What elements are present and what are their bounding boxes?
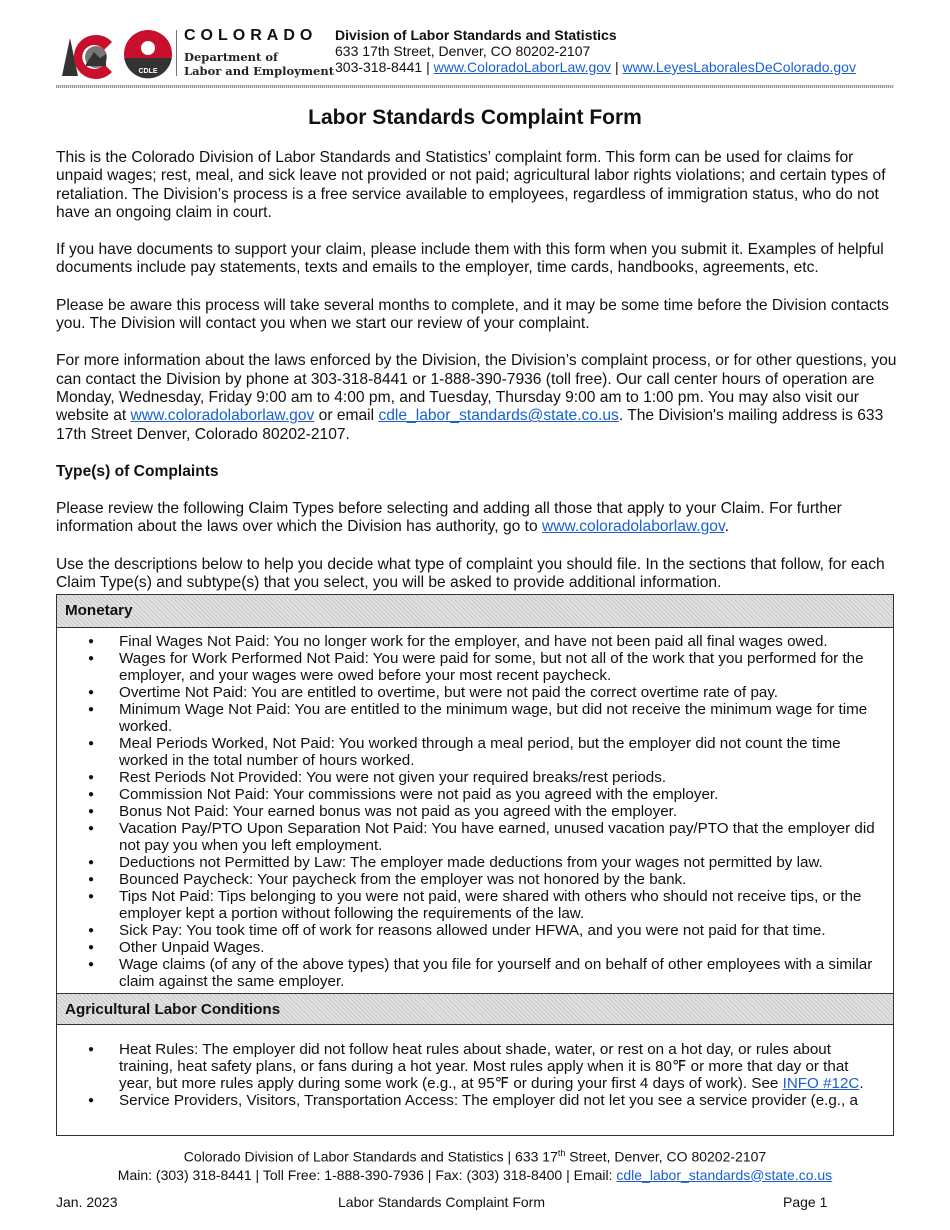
text: . The Division's mailing address is 633 17th Street Denver, Colorado 80202-2107. <box>56 407 884 443</box>
dept-line2: Labor and Employment <box>184 64 335 78</box>
letterhead <box>56 26 894 82</box>
logo-text: CDLE <box>138 68 158 75</box>
list-item: ● Commission Not Paid: Your commissions were not paid as you agreed with the employer. <box>57 786 893 803</box>
division-address: 633 17th Street, Denver, CO 80202-2107 <box>335 43 591 59</box>
intro-paragraph: This is the Colorado Division of Labor Standards and Statistics’ complaint form. This form can be used for claims for unpaid wages; rest, meal, and sick leave not provided or not paid; agricultural labor rights violations; and certain types of retaliation. The Division’s process is a free service available to employees, regardless of immigration status, who do not have an ongoing claim in court. <box>56 149 886 221</box>
list-item: ● Other Unpaid Wages. <box>57 939 893 956</box>
superscript: th <box>557 1148 566 1158</box>
email-link[interactable]: cdle_labor_standards@state.co.us <box>378 407 619 425</box>
types-heading: Type(s) of Complaints <box>56 462 219 480</box>
text: For more information about the laws enforced by the Division, the Division’s complaint process, or for other questions, you can contact the Division by phone at 303-318-8441 or 1-888-390-7936 (toll free). Our call center hours of operation are Monday, Wednesday, Friday 9:00 am to 4:00 pm, and Tuesday, Thursday 9:00 am to 1:00 pm. You may also visit our website at <box>56 352 897 425</box>
footer <box>0 1144 950 1184</box>
list-item: ● Bonus Not Paid: Your earned bonus was not paid as you agreed with the employer. <box>57 803 893 820</box>
cdle-logo <box>60 28 172 80</box>
list-item: ● Minimum Wage Not Paid: You are entitled to the minimum wage, but did not receive the minimum wage for time worked. <box>57 701 893 735</box>
monetary-list <box>57 633 893 990</box>
footer-text: Street, Denver, CO 80202-2107 <box>565 1148 767 1165</box>
list-item <box>57 1041 893 1092</box>
types-paragraph <box>56 500 898 537</box>
list-item: ● Vacation Pay/PTO Upon Separation Not Paid: You have earned, unused vacation pay/PTO that the employer did not pay you when you left employment. <box>57 820 893 854</box>
list-item: ● Bounced Paycheck: Your paycheck from the employer was not honored by the bank. <box>57 871 893 888</box>
division-phone: 303-318-8441 <box>335 59 423 75</box>
list-item: ● Wage claims (of any of the above types) that you file for yourself and on behalf of other employees with a similar claim against the same employer. <box>57 956 893 990</box>
text: . <box>724 518 729 536</box>
text: . <box>859 1075 864 1092</box>
page-number: Page 1 <box>783 1194 828 1210</box>
claim-types-table <box>56 594 894 1136</box>
list-item: ● Service Providers, Visitors, Transportation Access: The employer did not let you see a service provider (e.g., a <box>57 1092 893 1109</box>
info-12c-link[interactable]: INFO #12C <box>782 1075 860 1092</box>
list-item: ● Tips Not Paid: Tips belonging to you were not paid, were shared with others who should not receive tips, or the employer kept a portion without following the requirements of the law. <box>57 888 893 922</box>
types-paragraph: Use the descriptions below to help you decide what type of complaint you should file. In the sections that follow, for each Claim Type(s) and subtype(s) that you select, you will be asked to provide additional information. <box>56 555 885 592</box>
list-item: ● Meal Periods Worked, Not Paid: You worked through a meal period, but the employer did not count the time worked in the total number of hours worked. <box>57 735 893 769</box>
dept-line1: Department of <box>184 50 278 64</box>
page-title: Labor Standards Complaint Form <box>308 106 642 129</box>
division-name: Division of Labor Standards and Statistics <box>335 27 617 43</box>
leyes-laborales-link[interactable]: www.LeyesLaboralesDeColorado.gov <box>622 59 856 75</box>
list-item: ● Deductions not Permitted by Law: The employer made deductions from your wages not permitted by law. <box>57 854 893 871</box>
separator: | <box>426 59 430 75</box>
monetary-header: Monetary <box>57 595 893 628</box>
website-link[interactable]: www.coloradolaborlaw.gov <box>541 518 725 536</box>
text: or email <box>314 407 379 425</box>
list-item: ● Sick Pay: You took time off of work for reasons allowed under HFWA, and you were not paid for that time. <box>57 922 893 939</box>
footer-form-name: Labor Standards Complaint Form <box>338 1194 545 1210</box>
list-item: ● Final Wages Not Paid: You no longer work for the employer, and have not been paid all final wages owed. <box>57 633 893 650</box>
department-name <box>184 50 334 78</box>
list-item: ● Rest Periods Not Provided: You were not given your required breaks/rest periods. <box>57 769 893 786</box>
list-item: ● Overtime Not Paid: You are entitled to overtime, but were not paid the correct overtime rate of pay. <box>57 684 893 701</box>
contact-paragraph <box>56 352 898 443</box>
footer-date: Jan. 2023 <box>56 1194 118 1210</box>
footer-email-link[interactable]: cdle_labor_standards@state.co.us <box>616 1166 833 1183</box>
labor-law-link[interactable]: www.ColoradoLaborLaw.gov <box>433 59 612 75</box>
text: Heat Rules: The employer did not follow heat rules about shade, water, or rest on a hot day, or rules about training, heat safety plans, or fans during a hot year. Most rules apply when it is 80℉ or more that day or that year, but more rules apply during some work (e.g., at 95℉ or during your first 4 days of work). See <box>119 1041 849 1092</box>
header-rule <box>56 85 894 88</box>
logo-divider <box>176 30 177 76</box>
division-info <box>335 27 856 75</box>
state-name: COLORADO <box>184 27 318 44</box>
agricultural-header: Agricultural Labor Conditions <box>57 993 893 1025</box>
footer-text: Main: (303) 318-8441 | Toll Free: 1-888-390-7936 | Fax: (303) 318-8400 | Email: <box>117 1166 617 1183</box>
intro-paragraph: Please be aware this process will take several months to complete, and it may be some time before the Division contacts you. The Division will contact you when we start our review of your complaint. <box>56 296 889 333</box>
intro-paragraph: If you have documents to support your claim, please include them with this form when you submit it. Examples of helpful documents include pay statements, texts and emails to the employer, time cards, handbooks, agreements, etc. <box>56 241 884 277</box>
footer-text: Colorado Division of Labor Standards and Statistics | 633 17 <box>183 1148 558 1165</box>
website-link[interactable]: www.coloradolaborlaw.gov <box>130 407 315 425</box>
agricultural-list <box>57 1041 893 1109</box>
separator: | <box>614 59 619 75</box>
text: Please review the following Claim Types before selecting and adding all those that apply to your Claim. For further information about the laws over which the Division has authority, go to <box>56 500 842 536</box>
list-item: ● Wages for Work Performed Not Paid: You were paid for some, but not all of the work that you performed for the employer, and your wages were owed before your most recent paycheck. <box>57 650 893 684</box>
intro-text <box>56 149 898 611</box>
